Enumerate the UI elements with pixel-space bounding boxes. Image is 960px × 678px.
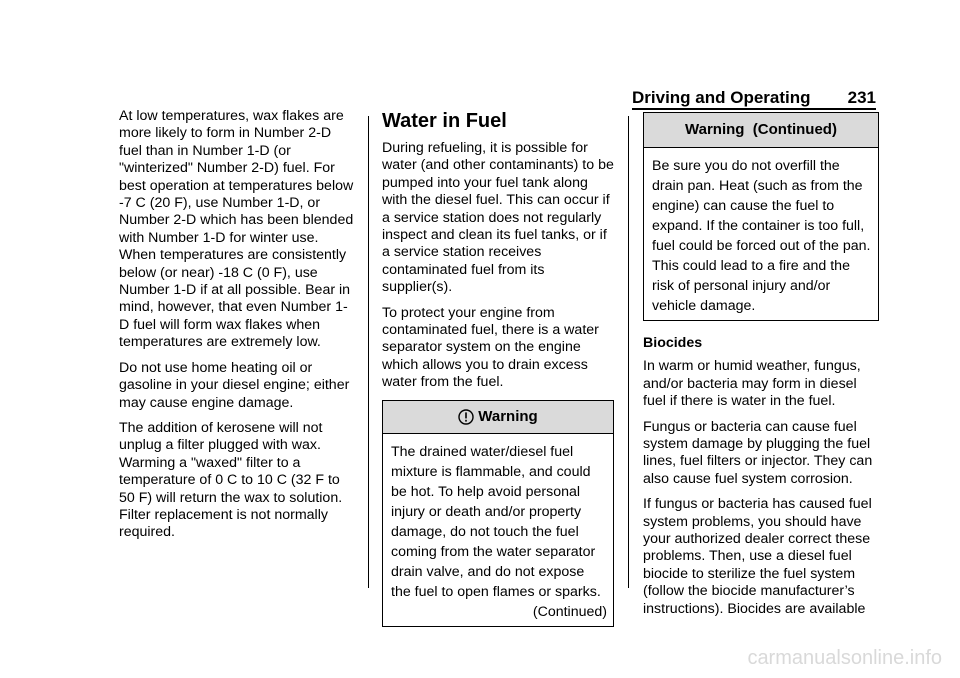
section-title: Driving and Operating — [632, 88, 811, 107]
page-number: 231 — [847, 88, 876, 107]
warning-symbol-icon — [458, 409, 474, 425]
warning-title: Warning (Continued) — [685, 121, 837, 139]
warning-text: The drained water/diesel fuel mixture is flammable, and could be hot. To help avoid personal injury or death and/or property damage, do not touch the fuel coming from the water separator drain valve, and do not expose the fuel to open flames or sparks. — [391, 443, 601, 600]
warning-header — [383, 401, 613, 434]
column-divider — [368, 116, 369, 588]
column-right — [643, 108, 879, 626]
column-divider — [628, 116, 629, 588]
watermark: carmanualsonline.info — [747, 647, 942, 669]
section-heading: Water in Fuel — [382, 110, 507, 132]
column-left — [119, 108, 357, 550]
paragraph: Do not use home heating oil or gasoline in your diesel engine; either may cause engine damage. — [119, 359, 350, 411]
warning-box-continued — [643, 112, 879, 321]
column-middle — [382, 108, 614, 627]
paragraph: If fungus or bacteria has caused fuel system problems, you should have your authorized dealer correct these problems. Then, use a diesel fuel biocide to sterilize the fuel system (follow the biocide manufacturer’s instructions). Biocides are available — [643, 496, 872, 617]
subheading: Biocides — [643, 335, 703, 351]
warning-header — [644, 113, 878, 148]
warning-text: Be sure you do not overfill the drain pan. Heat (such as from the engine) can cause the fuel to expand. If the container is too full, fuel could be forced out of the pan. This could lead to a fire and the risk of personal injury and/or vehicle damage. — [652, 158, 871, 314]
warning-title: Warning — [478, 407, 538, 425]
paragraph: In warm or humid weather, fungus, and/or bacteria may form in diesel fuel if there is water in the fuel. — [643, 358, 861, 410]
running-header — [632, 82, 876, 108]
paragraph: The addition of kerosene will not unplug a filter plugged with wax. Warming a "waxed" filter to a temperature of 0 C to 10 C (32 F to 50 F) will return the wax to solution. Filter replacement is not normally required. — [119, 419, 343, 541]
paragraph: To protect your engine from contaminated fuel, there is a water separator system on the engine which allows you to drain excess water from the fuel. — [382, 304, 599, 391]
paragraph: During refueling, it is possible for water (and other contaminants) to be pumped into your fuel tank along with the diesel fuel. This can occur if a service station does not regularly inspect and clean its fuel tanks, or if a service station receives contaminated fuel from its supplier(s). — [382, 140, 614, 296]
paragraph: At low temperatures, wax flakes are more likely to form in Number 2-D fuel than in Number 1-D (or "winterized" Number 2-D) fuel. For best operation at temperatures below -7 C (20 F), use Number 1-D, or Number 2-D which has been blended with Number 1-D for winter use. When temperatures are consistently below (or near) -18 C (0 F), use Number 1-D if at all possible. Bear in mind, however, that even Number 1-D fuel will form wax flakes when temperatures are extremely low. — [119, 108, 354, 351]
continued-label: (Continued) — [532, 603, 607, 620]
warning-body — [644, 148, 878, 320]
warning-body — [383, 434, 613, 626]
paragraph: Fungus or bacteria can cause fuel system damage by plugging the fuel lines, fuel filters or injector. They can also cause fuel system corrosion. — [643, 418, 873, 487]
warning-box — [382, 400, 614, 627]
